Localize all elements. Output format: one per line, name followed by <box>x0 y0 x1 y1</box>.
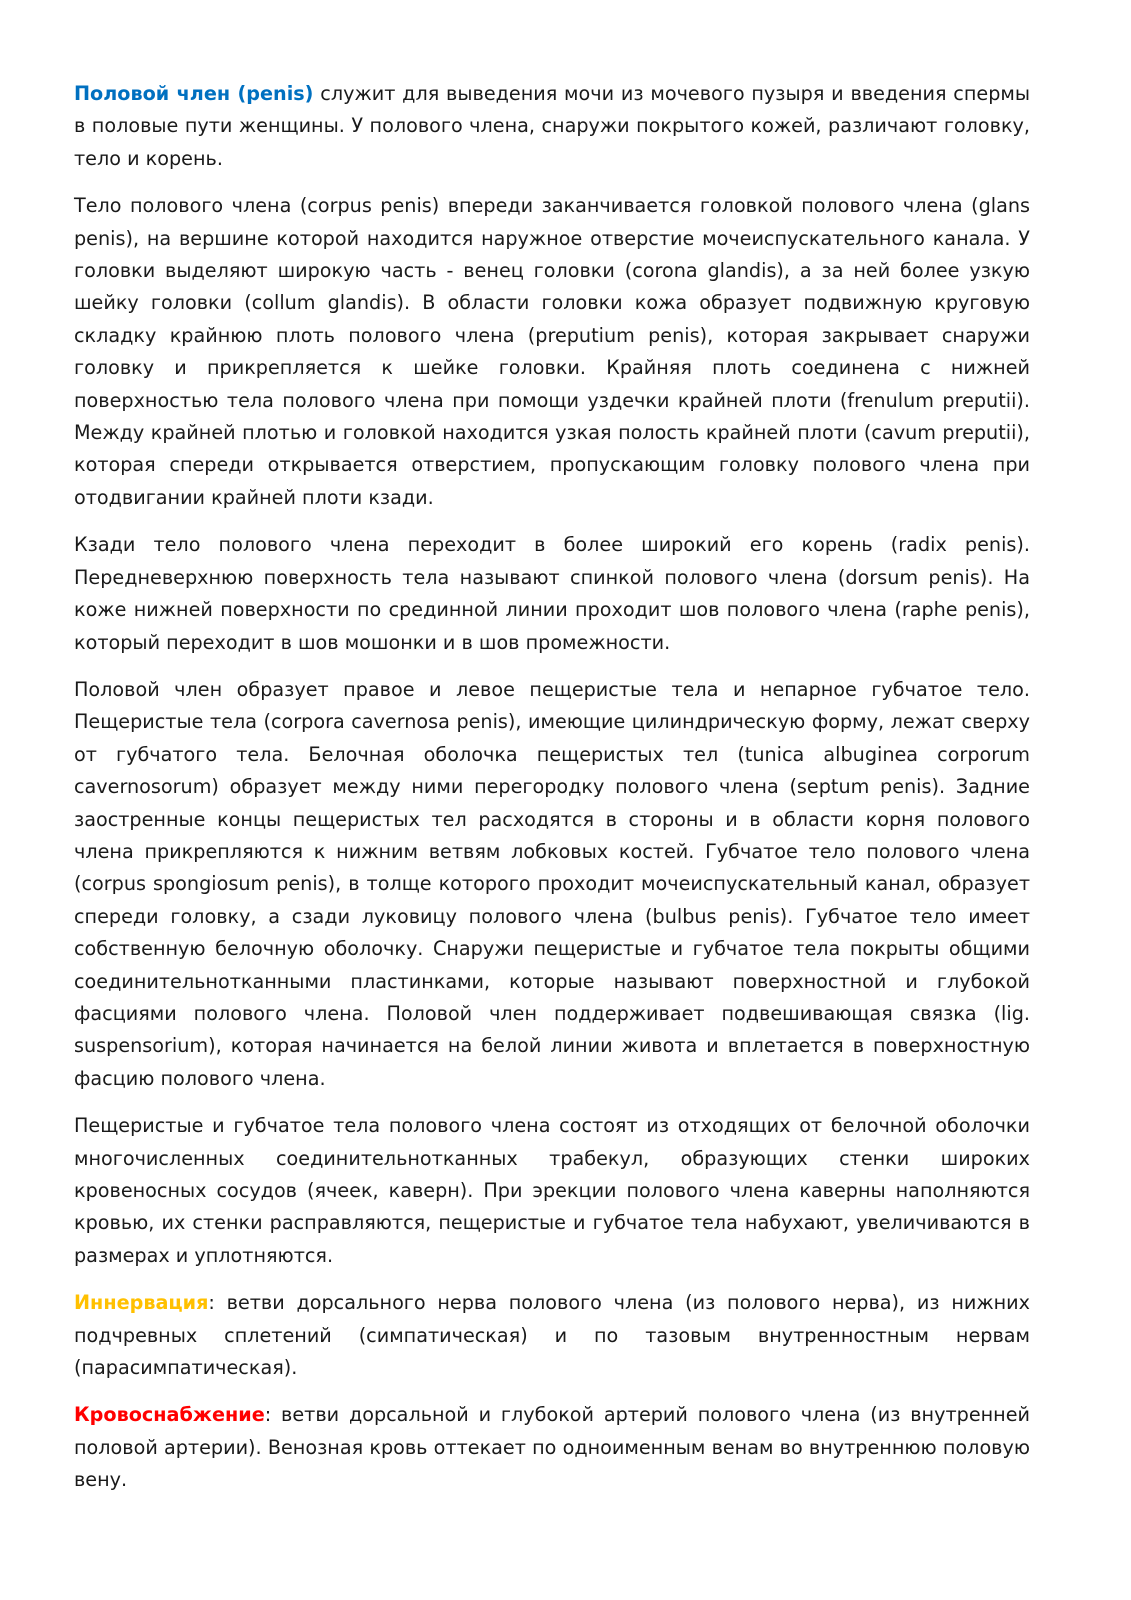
paragraph-cavernous-bodies <box>74 674 1030 1095</box>
paragraph-text: Тело полового члена (corpus penis) впереди заканчивается головкой полового члена (glans penis), на вершине которой находится наружное отверстие мочеиспускательного канала. У головки выделяют широкую часть - венец головки (corona glandis), а за ней более узкую шейку головки (collum glandis). В области головки кожа образует подвижную круговую складку крайнюю плоть полового члена (preputium penis), которая закрывает снаружи головку и прикрепляется к шейке головки. Крайняя плоть соединена с нижней поверхностью тела полового члена при помощи уздечки крайней плоти (frenulum preputii). Между крайней плотью и головкой находится узкая полость крайней плоти (cavum preputii), которая спереди открывается отверстием, пропускающим головку полового члена при отодвигании крайней плоти кзади. <box>74 194 1030 509</box>
paragraph-innervation <box>74 1287 1030 1384</box>
paragraph-text: Половой член образует правое и левое пещеристые тела и непарное губчатое тело. Пещеристые тела (corpora cavernosa penis), имеющие цилиндрическую форму, лежат сверху от губчатого тела. Белочная оболочка пещеристых тел (tunica albuginea corporum cavernosorum) образует между ними перегородку полового члена (septum penis). Задние заостренные концы пещеристых тел расходятся в стороны и в области корня полового члена прикрепляются к нижним ветвям лобковых костей. Губчатое тело полового члена (corpus spongiosum penis), в толще которого проходит мочеиспускательный канал, образует спереди головку, а сзади луковицу полового члена (bulbus penis). Губчатое тело имеет собственную белочную оболочку. Снаружи пещеристые и губчатое тела покрыты общими соединительнотканными пластинками, которые называют поверхностной и глубокой фасциями полового члена. Половой член поддерживает подвешивающая связка (lig. suspensorium), которая начинается на белой линии живота и вплетается в поверхностную фасцию полового члена. <box>74 677 1030 1090</box>
paragraph-text: служит для выведения мочи из мочевого пузыря и введения спермы в половые пути женщины. У полового члена, снаружи покрытого кожей, различают головку, тело и корень. <box>74 82 1031 170</box>
paragraph-text: : ветви дорсального нерва полового члена (из полового нерва), из нижних подчревных сплетений (симпатическая) и по тазовым внутренностным нервам (парасимпатическая). <box>74 1291 1030 1380</box>
paragraph-blood-supply <box>74 1399 1030 1496</box>
paragraph-text: : ветви дорсальной и глубокой артерий полового члена (из внутренней половой артерии). Венозная кровь оттекает по одноименным венам во внутреннюю половую вену. <box>74 1403 1030 1492</box>
term-penis: Половой член (penis) <box>74 82 314 105</box>
paragraph-text: Кзади тело полового члена переходит в более широкий его корень (radix penis). Передневерхнюю поверхность тела называют спинкой полового члена (dorsum penis). На коже нижней поверхности по срединной линии проходит шов полового члена (raphe penis), который переходит в шов мошонки и в шов промежности. <box>74 533 1030 654</box>
term-innervation: Иннервация <box>74 1291 209 1315</box>
paragraph-penis-intro <box>74 78 1030 175</box>
term-blood-supply: Кровоснабжение <box>74 1403 265 1427</box>
paragraph-text: Пещеристые и губчатое тела полового члена состоят из отходящих от белочной оболочки многочисленных соединительнотканных трабекул, образующих стенки широких кровеносных сосудов (ячеек, каверн). При эрекции полового члена каверны наполняются кровью, их стенки расправляются, пещеристые и губчатое тела набухают, увеличиваются в размерах и уплотняются. <box>74 1114 1030 1267</box>
paragraph-corpus-penis <box>74 190 1030 514</box>
paragraph-trabeculae <box>74 1110 1030 1272</box>
document-page <box>74 78 1030 1512</box>
paragraph-radix-penis <box>74 529 1030 659</box>
